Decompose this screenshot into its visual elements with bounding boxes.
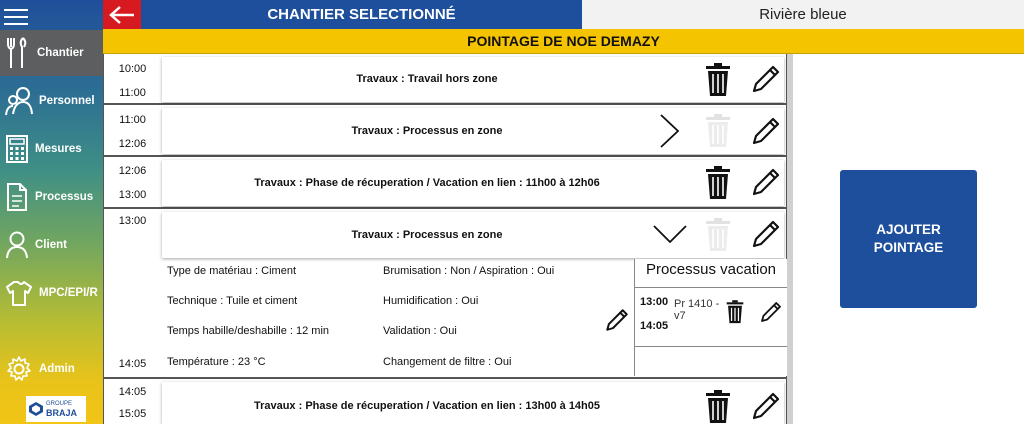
- detail-misting: Brumisation : Non / Aspiration : Oui: [383, 265, 555, 277]
- entry-end-time: 12:06: [118, 138, 147, 150]
- detail-dress-time: Temps habille/deshabille : 12 min: [167, 325, 330, 337]
- vacation-panel: [634, 259, 787, 376]
- vacation-start-time: 13:00: [640, 296, 669, 308]
- timesheet-entry-expanded: [104, 209, 786, 379]
- entry-start-time: 10:00: [118, 63, 147, 75]
- sidebar-item-mesures[interactable]: [0, 126, 103, 172]
- entry-start-time: 12:06: [118, 165, 147, 177]
- entry-start-time: 11:00: [119, 114, 146, 126]
- chevron-down-icon[interactable]: [652, 222, 688, 246]
- company-logo: [26, 396, 86, 422]
- sidebar-item-client[interactable]: [0, 222, 103, 268]
- gear-icon: [5, 355, 33, 383]
- detail-material: Type de matériau : Ciment: [167, 265, 297, 277]
- entry-start-time: 14:05: [118, 386, 147, 398]
- entry-title: Travaux : Phase de récuperation / Vacation en lien : 13h00 à 14h05: [253, 400, 601, 412]
- list-scrollbar[interactable]: [787, 54, 793, 424]
- sidebar-item-label: Admin: [39, 363, 75, 375]
- sidebar-item-label: Processus: [35, 191, 94, 203]
- trash-icon[interactable]: [705, 166, 731, 200]
- pencil-icon[interactable]: [759, 300, 783, 324]
- back-button[interactable]: [103, 0, 141, 29]
- arrow-left-icon: [108, 5, 136, 25]
- sidebar-item-label: Mesures: [35, 143, 82, 155]
- timesheet-entry: [104, 157, 786, 209]
- tools-icon: [5, 36, 31, 70]
- entry-end-time: 13:00: [118, 189, 147, 201]
- entry-card[interactable]: [162, 212, 784, 258]
- entry-end-time: 15:05: [118, 408, 147, 420]
- entry-card[interactable]: [162, 57, 784, 102]
- chevron-right-icon[interactable]: [658, 113, 682, 149]
- entry-card[interactable]: [162, 160, 784, 206]
- trash-icon[interactable]: [705, 63, 731, 97]
- logo-line1: GROUPE: [46, 401, 73, 407]
- pencil-icon[interactable]: [604, 307, 630, 333]
- person-icon: [5, 230, 29, 260]
- calculator-icon: [5, 134, 29, 164]
- vacation-end-time: 14:05: [640, 320, 669, 332]
- detail-validation: Validation : Oui: [383, 325, 457, 337]
- detail-technique: Technique : Tuile et ciment: [167, 295, 298, 307]
- sidebar-item-label: Chantier: [37, 47, 84, 59]
- detail-temperature: Température : 23 °C: [167, 356, 266, 368]
- document-icon: [5, 182, 29, 212]
- timesheet-subtitle: POINTAGE DE NOE DEMAZY: [103, 29, 1024, 54]
- vacation-item[interactable]: [635, 287, 787, 347]
- logo-mark-icon: [29, 402, 43, 416]
- sidebar-item-admin[interactable]: [0, 346, 103, 392]
- trash-icon[interactable]: [705, 390, 731, 424]
- vacation-panel-title: Processus vacation: [645, 261, 777, 278]
- timesheet-entry: [104, 105, 786, 157]
- entry-start-time: 13:00: [118, 215, 147, 227]
- sidebar-item-mpc-epi-r[interactable]: [0, 270, 103, 316]
- trash-icon[interactable]: [726, 300, 744, 324]
- add-timesheet-button[interactable]: AJOUTER POINTAGE: [840, 170, 977, 308]
- sidebar-item-label: MPC/EPI/R: [39, 287, 98, 299]
- timesheet-entry: [104, 54, 786, 105]
- sidebar: [0, 0, 103, 424]
- trash-disabled-icon: [705, 218, 731, 252]
- timesheet-list: [103, 54, 787, 424]
- tshirt-icon: [5, 279, 33, 307]
- menu-icon[interactable]: [4, 4, 28, 26]
- entry-end-time: 11:00: [119, 87, 146, 99]
- logo-line2: BRAJA: [46, 408, 78, 418]
- pencil-icon[interactable]: [750, 115, 782, 147]
- sidebar-item-processus[interactable]: [0, 174, 103, 220]
- entry-card[interactable]: [162, 108, 784, 154]
- entry-title: Travaux : Processus en zone: [351, 125, 503, 137]
- detail-humidification: Humidification : Oui: [383, 295, 479, 307]
- sidebar-item-personnel[interactable]: [0, 78, 103, 124]
- entry-end-time: 14:05: [118, 358, 147, 370]
- entry-title: Travaux : Processus en zone: [351, 229, 503, 241]
- sidebar-item-label: Personnel: [39, 95, 95, 107]
- pencil-icon[interactable]: [750, 218, 782, 250]
- sidebar-item-label: Client: [35, 239, 67, 251]
- entry-title: Travaux : Travail hors zone: [356, 73, 498, 85]
- page-title: CHANTIER SELECTIONNÉ: [141, 0, 582, 29]
- pencil-icon[interactable]: [750, 390, 782, 422]
- entry-card[interactable]: [162, 382, 784, 424]
- sidebar-item-chantier[interactable]: [0, 30, 103, 76]
- detail-filter-change: Changement de filtre : Oui: [383, 356, 512, 368]
- selected-site-name[interactable]: Rivière bleue: [582, 0, 1024, 29]
- pencil-icon[interactable]: [750, 63, 782, 95]
- pencil-icon[interactable]: [750, 166, 782, 198]
- vacation-label: Pr 1410 - v7: [674, 298, 720, 322]
- entry-title: Travaux : Phase de récuperation / Vacation en lien : 11h00 à 12h06: [254, 177, 600, 189]
- people-icon: [5, 86, 33, 116]
- timesheet-entry: [104, 379, 786, 424]
- trash-disabled-icon: [705, 114, 731, 148]
